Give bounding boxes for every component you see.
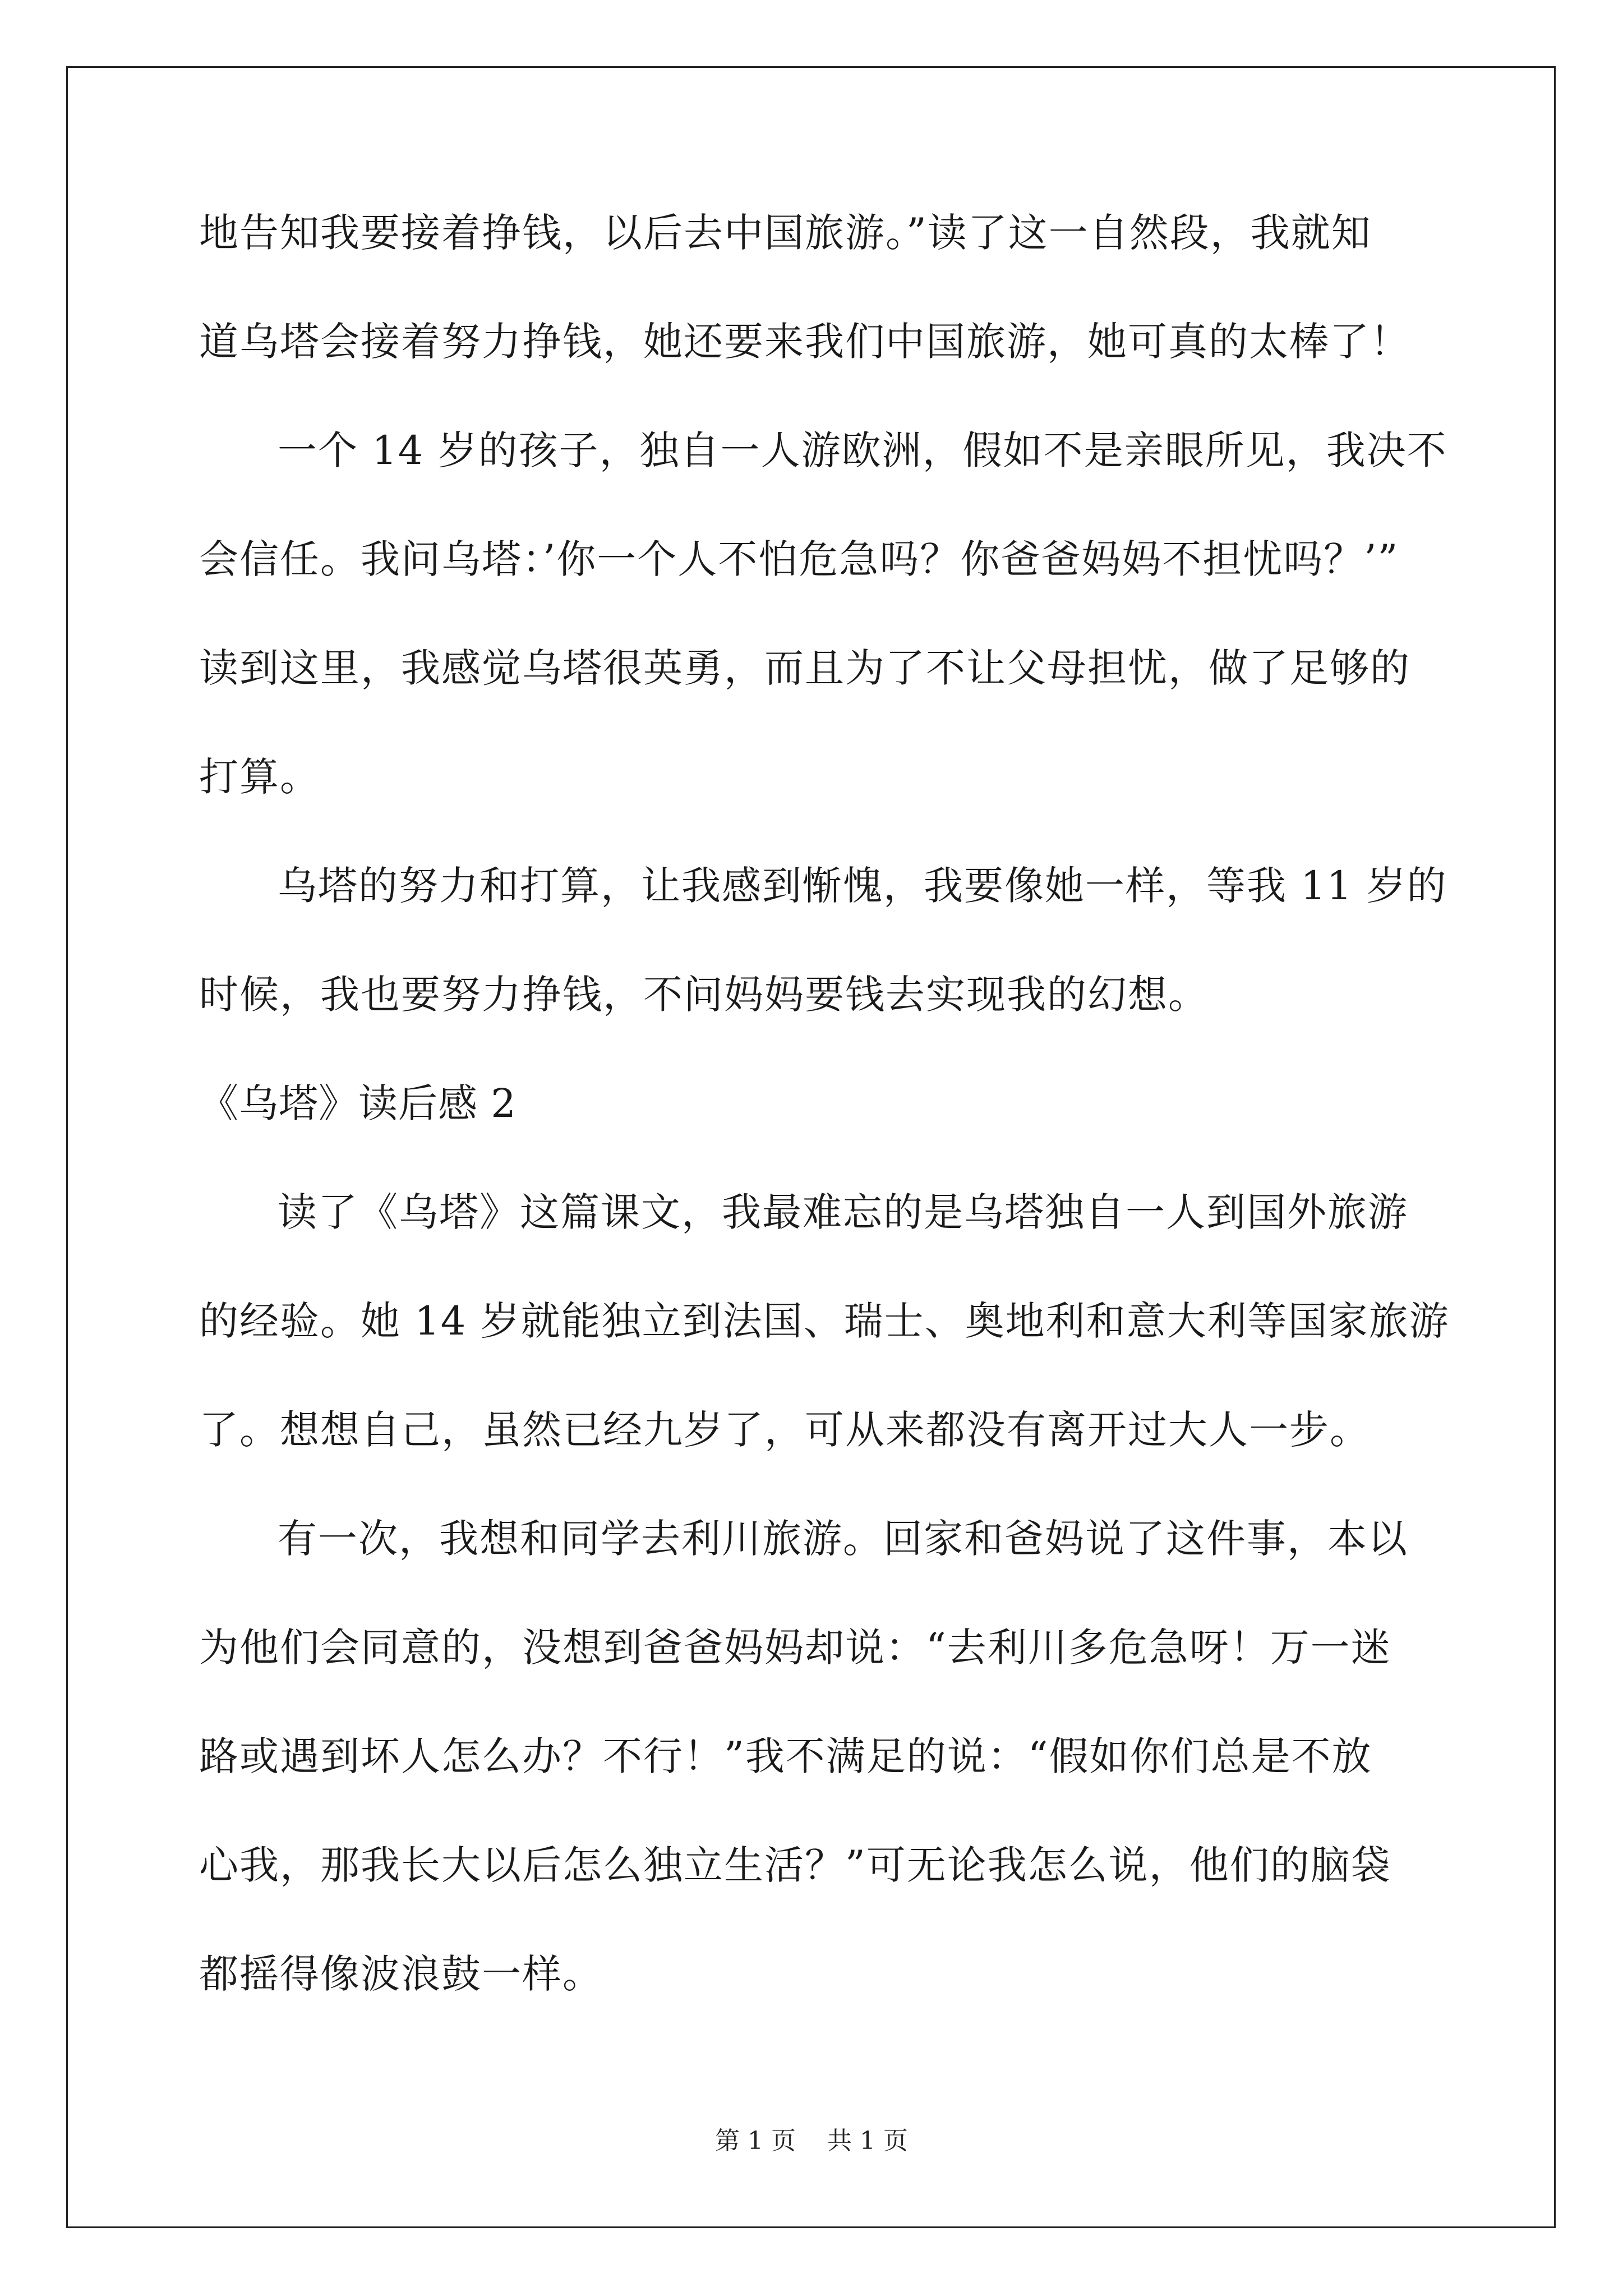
text-line: 的经验。她 14 岁就能独立到法国、瑞士、奥地利和意大利等国家旅游: [199, 1298, 1450, 1344]
text-line: 地告知我要接着挣钱，以后去中国旅游。”读了这一自然段，我就知: [199, 210, 1372, 256]
paragraph-start-line: 读了《乌塔》这篇课文，我最难忘的是乌塔独自一人到国外旅游: [278, 1189, 1408, 1235]
text-line: 心我，那我长大以后怎么独立生活？”可无论我怎么说，他们的脑袋: [199, 1842, 1391, 1888]
text-line: 路或遇到坏人怎么办？不行！”我不满足的说：“假如你们总是不放: [199, 1733, 1372, 1779]
text-line: 为他们会同意的，没想到爸爸妈妈却说：“去利川多危急呀！万一迷: [199, 1625, 1391, 1671]
paragraph-start-line: 一个 14 岁的孩子，独自一人游欧洲，假如不是亲眼所见，我决不: [278, 427, 1447, 473]
text-line: 道乌塔会接着努力挣钱，她还要来我们中国旅游，她可真的太棒了！: [199, 319, 1410, 365]
section-heading: 《乌塔》读后感 2: [199, 1080, 517, 1126]
text-line: 时候，我也要努力挣钱，不问妈妈要钱去实现我的幻想。: [199, 972, 1209, 1018]
page-footer: 第 1 页 共 1 页: [715, 2127, 908, 2155]
text-line: 打算。: [199, 754, 320, 800]
text-line: 都摇得像波浪鼓一样。: [199, 1951, 603, 1997]
paragraph-start-line: 有一次，我想和同学去利川旅游。回家和爸妈说了这件事，本以: [278, 1516, 1408, 1562]
text-line: 会信任。我问乌塔：’你一个人不怕危急吗？你爸爸妈妈不担忧吗？’”: [199, 536, 1399, 582]
text-line: 了。想想自己，虽然已经九岁了，可从来都没有离开过大人一步。: [199, 1407, 1370, 1453]
paragraph-start-line: 乌塔的努力和打算，让我感到惭愧，我要像她一样，等我 11 岁的: [278, 863, 1447, 909]
document-body: [199, 210, 1450, 2063]
text-line: 读到这里，我感觉乌塔很英勇，而且为了不让父母担忧，做了足够的: [199, 645, 1410, 691]
